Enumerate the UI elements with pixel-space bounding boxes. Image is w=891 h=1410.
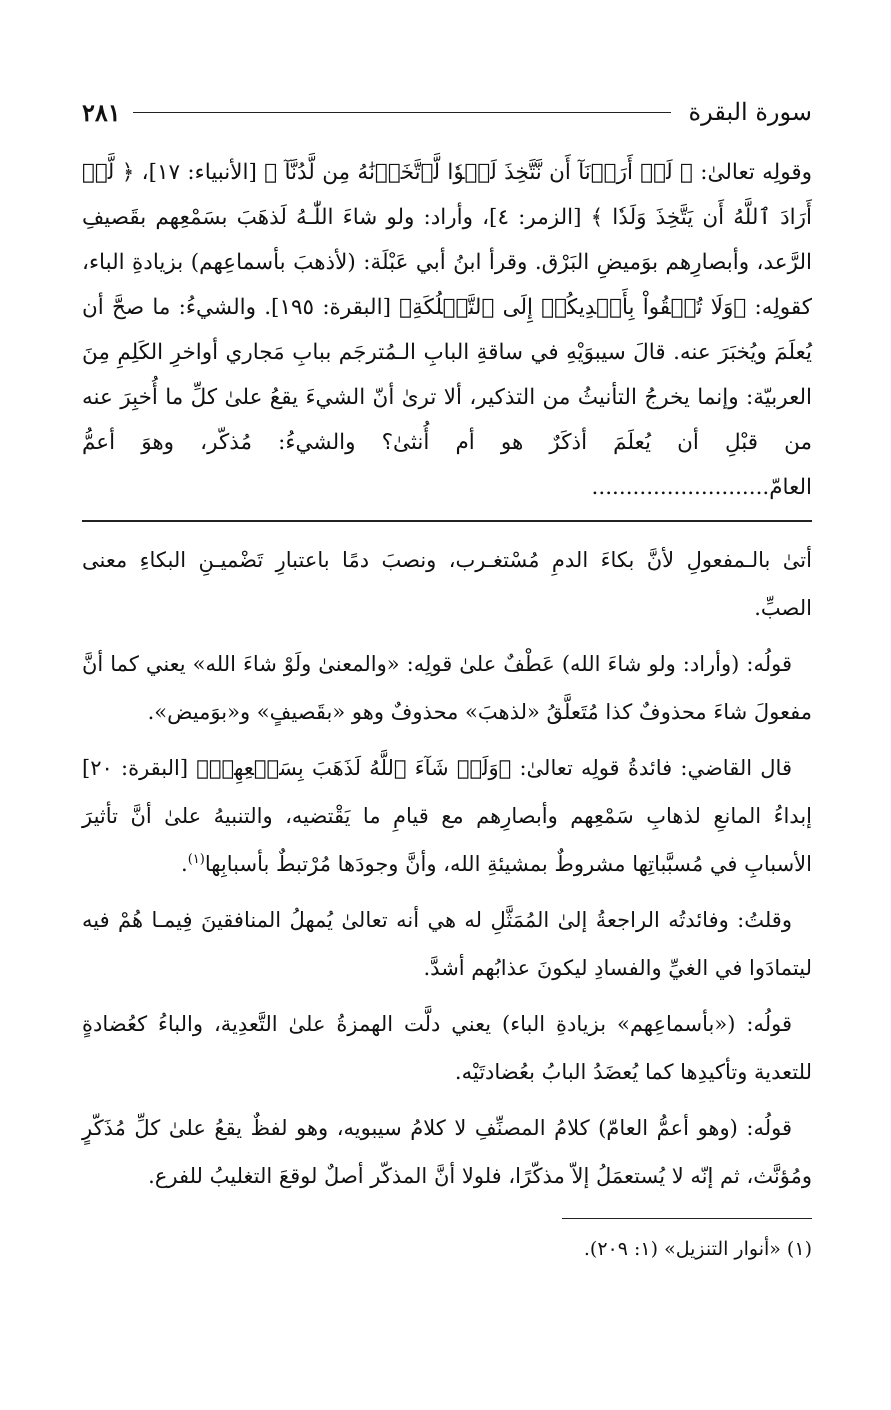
section-divider [82, 520, 812, 522]
commentary-paragraph: وقلتُ: وفائدتُه الراجعةُ إلىٰ المُمَثَّلِ له هي أنه تعالىٰ يُمهلُ المنافقينَ فِيمـا هُمْ فيه ليتمادَوا في الغيِّ والفسادِ ليكونَ عذابُهم أشدَّ. [82, 908, 812, 980]
commentary-paragraph: قولُه: (وهو أعمُّ العامّ) كلامُ المصنِّفِ لا كلامُ سيبويه، وهو لفظٌ يقعُ علىٰ كلِّ مُذَكّرٍ ومُؤنَّث، ثم إنّه لا يُستعمَلُ إلاّ مذكّرًا، فلولا أنَّ المذكّر أصلٌ لوقعَ التغليبُ للفرع. [82, 1116, 812, 1188]
commentary-paragraph: أتىٰ بالـمفعولِ لأنَّ بكاءَ الدمِ مُسْتغـرب، ونصبَ دمًا باعتبارِ تَضْميـنِ البكاءِ معنى الصبِّ. [82, 548, 812, 620]
page-number: ٢٨١ [82, 97, 121, 127]
commentary-text-end: . [181, 852, 188, 876]
book-page [82, 92, 812, 1265]
running-header [82, 92, 812, 132]
commentary-text: قال القاضي: فائدةُ قولِه تعالىٰ: ﴿وَلَوۡ شَآءَ ٱللَّهُ لَذَهَبَ بِسَمۡعِهِمۡ﴾ [البقرة: ٢٠] إبداءُ المانعِ لذهابِ سَمْعِهم وأبصارِهم مع قيامِ ما يَقْتضيه، والتنبيهُ علىٰ أنَّ تأثيرَ الأسبابِ في مُسبَّباتِها مشروطٌ بمشيئةِ الله، وأنَّ وجودَها مُرْتبطٌ بأسبابِها [82, 756, 812, 876]
header-rule [133, 112, 671, 113]
commentary-paragraph: قولُه: («بأسماعِهم» بزيادةِ الباء) يعني دلَّت الهمزةُ علىٰ التَّعدِية، والباءُ كعُضادةٍ للتعدية وتأكيدِها كما يُعضَدُ البابُ بعُضادتَيْه. [82, 1012, 812, 1084]
footnote: (١) «أنوار التنزيل» (١: ٢٠٩). [583, 1238, 812, 1260]
commentary-paragraph [82, 744, 812, 888]
matn-text: وقولِه تعالىٰ: ﴿ لَوۡ أَرَدۡنَآ أَن نَّتَّخِذَ لَهۡوٗا لَّٱتَّخَذۡنَٰهُ مِن لَّدُنَّآ ﴾ [الأنبياء: ١٧]، ﴿ لَّوۡ أَرَادَ ٱللَّهُ أَن يَتَّخِذَ وَلَدٗا ﴾ [الزمر: ٤]، وأراد: ولو شاءَ اللّٰـهُ لَذهَبَ بسَمْعِهم بقَصيفِ الرَّعد، وأبصارِهم بوَميضِ البَرْق. وقرأ ابنُ أبي عَبْلَة: (لأذهبَ بأسماعِهم) بزيادةِ الباء، كقولِه: ﴿وَلَا تُلۡقُواْ بِأَيۡدِيكُمۡ إِلَى ٱلتَّهۡلُكَةِ﴾ [البقرة: ١٩٥]. والشيءُ: ما صحَّ أن يُعلَمَ ويُخبَرَ عنه. قالَ سيبوَيْهِ في ساقةِ البابِ الـمُترجَم ببابِ مَجاري أواخرِ الكَلِمِ مِنَ العربيّة: وإنما يخرجُ التأنيثُ من التذكير، ألا ترىٰ أنّ الشيءَ يقعُ علىٰ كلِّ ما أُخبِرَ عنه من قبْلِ أن يُعلَمَ أذكَرٌ هو أم أُنثىٰ؟ والشيءُ: مُذكّر، وهوَ أعمُّ العامّ.......................... [82, 160, 813, 500]
footnote-rule [562, 1218, 812, 1219]
footnote-marker[interactable]: (١) [187, 852, 205, 867]
commentary-paragraph: قولُه: (وأراد: ولو شاءَ الله) عَطْفٌ علىٰ قولِه: «والمعنىٰ ولَوْ شاءَ الله» يعني كما أنَّ مفعولَ شاءَ محذوفٌ كذا مُتَعلَّقُ «لذهبَ» محذوفٌ وهو «بقَصيفٍ» و«بوَميض». [82, 652, 812, 724]
commentary [82, 536, 812, 1200]
surah-name: سورة البقرة [688, 98, 812, 126]
